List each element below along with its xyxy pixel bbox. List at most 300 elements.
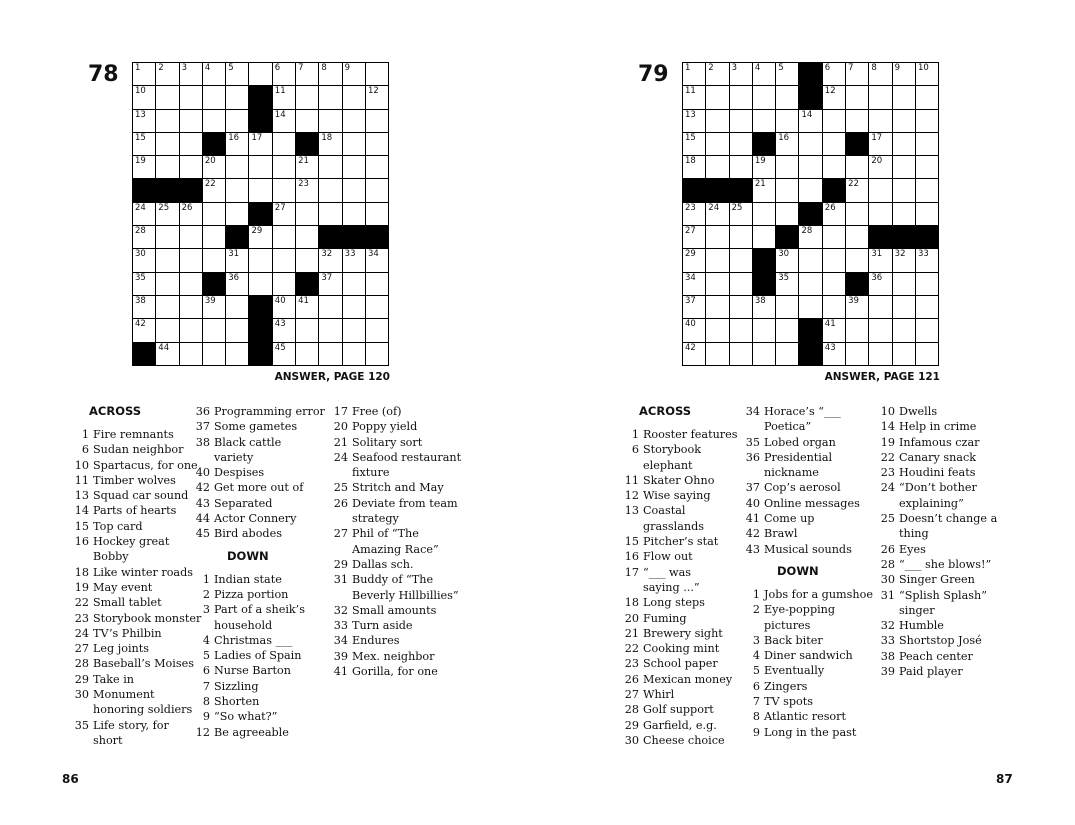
grid-cell[interactable] xyxy=(916,86,939,109)
grid-cell[interactable] xyxy=(273,63,296,86)
grid-cell[interactable] xyxy=(226,156,249,179)
clue xyxy=(62,702,202,717)
grid-cell[interactable] xyxy=(180,86,203,109)
grid-cell[interactable] xyxy=(846,249,869,272)
grid-cell[interactable] xyxy=(133,296,156,319)
grid-cell[interactable] xyxy=(319,63,342,86)
grid-cell[interactable] xyxy=(343,63,366,86)
clue-text: Brewery sight xyxy=(643,626,723,640)
grid-cell[interactable] xyxy=(180,249,203,272)
grid-cell[interactable] xyxy=(366,249,389,272)
grid-cell[interactable] xyxy=(366,156,389,179)
grid-cell[interactable] xyxy=(869,249,892,272)
grid-cell[interactable] xyxy=(273,179,296,202)
grid-cell[interactable] xyxy=(916,133,939,156)
grid-cell[interactable] xyxy=(203,319,226,342)
grid-cell[interactable] xyxy=(343,319,366,342)
grid-cell[interactable] xyxy=(706,133,729,156)
grid-cell[interactable] xyxy=(273,249,296,272)
grid-cell[interactable] xyxy=(776,179,799,202)
grid-cell[interactable] xyxy=(893,63,916,86)
grid-cell[interactable] xyxy=(799,156,822,179)
grid-cell[interactable] xyxy=(203,226,226,249)
grid-cell[interactable] xyxy=(343,273,366,296)
grid-cell[interactable] xyxy=(706,343,729,366)
grid-cell[interactable] xyxy=(319,110,342,133)
grid-cell[interactable] xyxy=(753,86,776,109)
grid-cell[interactable] xyxy=(296,319,319,342)
grid-cell[interactable] xyxy=(823,273,846,296)
grid-cell[interactable] xyxy=(753,63,776,86)
grid-cell[interactable] xyxy=(319,296,342,319)
grid-cell[interactable] xyxy=(730,156,753,179)
grid-cell[interactable] xyxy=(869,110,892,133)
cell-number: 29 xyxy=(251,226,263,237)
crossword-grid[interactable] xyxy=(132,62,389,366)
grid-cell[interactable] xyxy=(706,319,729,342)
clue-text: Long steps xyxy=(643,596,705,610)
grid-cell[interactable] xyxy=(916,319,939,342)
grid-cell[interactable] xyxy=(823,226,846,249)
grid-cell[interactable] xyxy=(823,319,846,342)
grid-cell[interactable] xyxy=(823,203,846,226)
grid-cell[interactable] xyxy=(893,203,916,226)
grid-cell[interactable] xyxy=(319,249,342,272)
clue-number xyxy=(868,603,899,618)
grid-cell[interactable] xyxy=(730,63,753,86)
clue xyxy=(183,618,333,633)
cell-number: 6 xyxy=(824,63,831,73)
grid-cell[interactable] xyxy=(249,63,272,86)
clue-number: 27 xyxy=(333,527,348,541)
grid-cell[interactable] xyxy=(226,179,249,202)
grid-cell[interactable] xyxy=(133,86,156,109)
grid-cell[interactable] xyxy=(343,110,366,133)
clue-text: Buddy of “The xyxy=(352,573,434,587)
grid-cell[interactable] xyxy=(180,203,203,226)
clue-text: Get more out of xyxy=(214,481,304,495)
grid-cell[interactable] xyxy=(753,110,776,133)
grid-cell[interactable] xyxy=(156,156,179,179)
grid-cell[interactable] xyxy=(730,86,753,109)
grid-cell[interactable] xyxy=(706,63,729,86)
grid-cell[interactable] xyxy=(180,133,203,156)
grid-cell[interactable] xyxy=(730,226,753,249)
grid-cell[interactable] xyxy=(776,273,799,296)
grid-cell[interactable] xyxy=(893,319,916,342)
grid-cell[interactable] xyxy=(683,63,706,86)
grid-cell[interactable] xyxy=(776,296,799,319)
grid-cell[interactable] xyxy=(273,133,296,156)
grid-cell[interactable] xyxy=(893,179,916,202)
grid-cell[interactable] xyxy=(683,296,706,319)
grid-cell[interactable] xyxy=(319,343,342,366)
grid-cell[interactable] xyxy=(706,110,729,133)
grid-cell[interactable] xyxy=(226,319,249,342)
grid-cell[interactable] xyxy=(706,203,729,226)
clue-number: 15 xyxy=(74,519,89,533)
grid-cell[interactable] xyxy=(846,296,869,319)
grid-cell[interactable] xyxy=(133,110,156,133)
grid-cell[interactable] xyxy=(273,273,296,296)
grid-cell[interactable] xyxy=(133,133,156,156)
grid-block xyxy=(799,319,822,342)
grid-cell[interactable] xyxy=(753,296,776,319)
grid-cell[interactable] xyxy=(846,110,869,133)
grid-cell[interactable] xyxy=(343,203,366,226)
grid-cell[interactable] xyxy=(203,203,226,226)
grid-cell[interactable] xyxy=(706,273,729,296)
grid-cell[interactable] xyxy=(343,86,366,109)
grid-cell[interactable] xyxy=(893,110,916,133)
grid-cell[interactable] xyxy=(846,203,869,226)
grid-cell[interactable] xyxy=(776,156,799,179)
grid-cell[interactable] xyxy=(869,273,892,296)
grid-cell[interactable] xyxy=(226,86,249,109)
grid-cell[interactable] xyxy=(893,273,916,296)
grid-cell[interactable] xyxy=(296,296,319,319)
grid-cell[interactable] xyxy=(753,179,776,202)
grid-cell[interactable] xyxy=(343,343,366,366)
grid-cell[interactable] xyxy=(846,343,869,366)
grid-cell[interactable] xyxy=(296,63,319,86)
clue xyxy=(183,633,333,648)
grid-cell[interactable] xyxy=(180,273,203,296)
grid-cell[interactable] xyxy=(180,343,203,366)
grid-cell[interactable] xyxy=(319,273,342,296)
clue xyxy=(183,663,333,678)
clue xyxy=(868,496,1018,511)
grid-cell[interactable] xyxy=(799,179,822,202)
crossword-grid[interactable] xyxy=(682,62,939,366)
grid-cell[interactable] xyxy=(156,63,179,86)
grid-cell[interactable] xyxy=(343,249,366,272)
grid-cell[interactable] xyxy=(203,63,226,86)
cell-number: 17 xyxy=(871,132,883,143)
grid-cell[interactable] xyxy=(366,319,389,342)
cell-number: 4 xyxy=(754,63,761,73)
grid-cell[interactable] xyxy=(683,249,706,272)
grid-cell[interactable] xyxy=(893,133,916,156)
grid-cell[interactable] xyxy=(366,273,389,296)
grid-cell[interactable] xyxy=(893,296,916,319)
grid-cell[interactable] xyxy=(366,203,389,226)
grid-cell[interactable] xyxy=(730,203,753,226)
grid-cell[interactable] xyxy=(226,296,249,319)
grid-cell[interactable] xyxy=(683,86,706,109)
grid-cell[interactable] xyxy=(180,110,203,133)
grid-cell[interactable] xyxy=(156,343,179,366)
grid-cell[interactable] xyxy=(753,319,776,342)
grid-cell[interactable] xyxy=(366,343,389,366)
grid-cell[interactable] xyxy=(753,343,776,366)
grid-cell[interactable] xyxy=(133,319,156,342)
grid-cell[interactable] xyxy=(730,249,753,272)
grid-cell[interactable] xyxy=(776,86,799,109)
grid-cell[interactable] xyxy=(180,319,203,342)
grid-cell[interactable] xyxy=(296,179,319,202)
clue-text: Musical sounds xyxy=(764,542,852,556)
cell-number: 12 xyxy=(367,86,379,97)
clue-number: 3 xyxy=(752,633,760,647)
grid-cell[interactable] xyxy=(133,249,156,272)
grid-cell[interactable] xyxy=(846,179,869,202)
grid-cell[interactable] xyxy=(776,110,799,133)
grid-cell[interactable] xyxy=(823,296,846,319)
grid-cell[interactable] xyxy=(226,63,249,86)
grid-cell[interactable] xyxy=(203,86,226,109)
grid-cell[interactable] xyxy=(683,156,706,179)
grid-cell[interactable] xyxy=(799,133,822,156)
puzzle-number: 79 xyxy=(638,62,669,87)
grid-cell[interactable] xyxy=(706,226,729,249)
grid-cell[interactable] xyxy=(273,203,296,226)
grid-cell[interactable] xyxy=(916,110,939,133)
clue xyxy=(62,488,202,503)
grid-cell[interactable] xyxy=(683,133,706,156)
grid-cell[interactable] xyxy=(319,203,342,226)
grid-cell[interactable] xyxy=(823,86,846,109)
grid-cell[interactable] xyxy=(753,226,776,249)
grid-cell[interactable] xyxy=(706,296,729,319)
grid-cell[interactable] xyxy=(706,156,729,179)
grid-cell[interactable] xyxy=(730,343,753,366)
clue-text: Turn aside xyxy=(352,619,413,633)
grid-cell[interactable] xyxy=(683,226,706,249)
grid-cell[interactable] xyxy=(823,110,846,133)
grid-cell[interactable] xyxy=(846,156,869,179)
grid-cell[interactable] xyxy=(823,249,846,272)
grid-cell[interactable] xyxy=(846,226,869,249)
grid-cell[interactable] xyxy=(343,179,366,202)
grid-cell[interactable] xyxy=(753,156,776,179)
grid-cell[interactable] xyxy=(366,86,389,109)
grid-cell[interactable] xyxy=(273,296,296,319)
grid-cell[interactable] xyxy=(296,226,319,249)
grid-cell[interactable] xyxy=(776,203,799,226)
grid-cell[interactable] xyxy=(156,110,179,133)
grid-cell[interactable] xyxy=(133,226,156,249)
grid-cell[interactable] xyxy=(916,156,939,179)
grid-cell[interactable] xyxy=(296,343,319,366)
grid-cell[interactable] xyxy=(249,179,272,202)
grid-cell[interactable] xyxy=(226,110,249,133)
clue xyxy=(62,595,202,610)
grid-cell[interactable] xyxy=(273,319,296,342)
cell-number: 38 xyxy=(135,295,146,306)
grid-cell[interactable] xyxy=(683,273,706,296)
grid-block xyxy=(706,179,729,202)
grid-cell[interactable] xyxy=(869,156,892,179)
clue-number: 40 xyxy=(195,466,210,480)
grid-cell[interactable] xyxy=(156,203,179,226)
grid-cell[interactable] xyxy=(133,203,156,226)
grid-cell[interactable] xyxy=(846,63,869,86)
grid-cell[interactable] xyxy=(226,249,249,272)
grid-cell[interactable] xyxy=(799,110,822,133)
grid-cell[interactable] xyxy=(343,133,366,156)
grid-cell[interactable] xyxy=(226,203,249,226)
clue xyxy=(183,419,333,434)
grid-cell[interactable] xyxy=(156,273,179,296)
clue-number: 40 xyxy=(745,496,760,510)
grid-cell[interactable] xyxy=(893,249,916,272)
grid-cell[interactable] xyxy=(156,319,179,342)
grid-cell[interactable] xyxy=(203,110,226,133)
grid-cell[interactable] xyxy=(776,249,799,272)
grid-cell[interactable] xyxy=(156,226,179,249)
grid-cell[interactable] xyxy=(249,133,272,156)
grid-cell[interactable] xyxy=(706,249,729,272)
grid-cell[interactable] xyxy=(916,343,939,366)
grid-cell[interactable] xyxy=(319,319,342,342)
grid-cell[interactable] xyxy=(133,63,156,86)
grid-cell[interactable] xyxy=(366,133,389,156)
grid-cell[interactable] xyxy=(226,273,249,296)
clue xyxy=(868,419,1018,434)
grid-cell[interactable] xyxy=(869,319,892,342)
grid-cell[interactable] xyxy=(203,296,226,319)
grid-cell[interactable] xyxy=(823,343,846,366)
grid-cell[interactable] xyxy=(366,179,389,202)
grid-cell[interactable] xyxy=(319,86,342,109)
clue xyxy=(733,419,883,434)
grid-cell[interactable] xyxy=(730,110,753,133)
grid-block xyxy=(296,133,319,156)
grid-cell[interactable] xyxy=(776,319,799,342)
grid-cell[interactable] xyxy=(296,203,319,226)
grid-cell[interactable] xyxy=(799,226,822,249)
grid-cell[interactable] xyxy=(823,133,846,156)
grid-cell[interactable] xyxy=(319,133,342,156)
grid-cell[interactable] xyxy=(869,133,892,156)
grid-cell[interactable] xyxy=(203,343,226,366)
grid-cell[interactable] xyxy=(753,203,776,226)
grid-block xyxy=(799,86,822,109)
grid-cell[interactable] xyxy=(203,249,226,272)
grid-cell[interactable] xyxy=(156,296,179,319)
clue-text: Life story, for xyxy=(93,718,169,732)
cell-number: 33 xyxy=(344,249,356,260)
grid-cell[interactable] xyxy=(916,296,939,319)
grid-cell[interactable] xyxy=(846,86,869,109)
grid-cell[interactable] xyxy=(343,156,366,179)
grid-cell[interactable] xyxy=(249,226,272,249)
clue xyxy=(733,618,883,633)
grid-cell[interactable] xyxy=(730,296,753,319)
grid-cell[interactable] xyxy=(776,133,799,156)
grid-cell[interactable] xyxy=(180,63,203,86)
cell-number: 17 xyxy=(251,132,263,143)
grid-cell[interactable] xyxy=(776,343,799,366)
grid-cell[interactable] xyxy=(893,156,916,179)
cell-number: 27 xyxy=(685,226,696,237)
grid-cell[interactable] xyxy=(156,249,179,272)
grid-cell[interactable] xyxy=(869,203,892,226)
grid-cell[interactable] xyxy=(273,156,296,179)
cell-number: 1 xyxy=(685,63,691,73)
grid-cell[interactable] xyxy=(683,319,706,342)
clue-text: Wise saying xyxy=(643,489,711,503)
grid-cell[interactable] xyxy=(869,296,892,319)
grid-cell[interactable] xyxy=(226,133,249,156)
grid-cell[interactable] xyxy=(133,156,156,179)
grid-cell[interactable] xyxy=(799,273,822,296)
grid-cell[interactable] xyxy=(249,249,272,272)
grid-cell[interactable] xyxy=(203,179,226,202)
grid-cell[interactable] xyxy=(296,110,319,133)
grid-cell[interactable] xyxy=(916,179,939,202)
grid-cell[interactable] xyxy=(366,63,389,86)
grid-cell[interactable] xyxy=(273,110,296,133)
grid-cell[interactable] xyxy=(273,343,296,366)
grid-cell[interactable] xyxy=(683,110,706,133)
grid-cell[interactable] xyxy=(893,343,916,366)
grid-cell[interactable] xyxy=(776,63,799,86)
grid-cell[interactable] xyxy=(730,133,753,156)
clue-column-3 xyxy=(321,404,471,679)
grid-cell[interactable] xyxy=(296,156,319,179)
grid-cell[interactable] xyxy=(799,249,822,272)
grid-cell[interactable] xyxy=(730,319,753,342)
grid-cell[interactable] xyxy=(249,273,272,296)
grid-cell[interactable] xyxy=(916,273,939,296)
grid-cell[interactable] xyxy=(180,226,203,249)
grid-cell[interactable] xyxy=(706,86,729,109)
grid-cell[interactable] xyxy=(156,133,179,156)
clue-number xyxy=(612,458,643,473)
grid-cell[interactable] xyxy=(823,63,846,86)
grid-cell[interactable] xyxy=(683,343,706,366)
grid-cell[interactable] xyxy=(893,86,916,109)
cell-number: 26 xyxy=(181,202,193,213)
grid-cell[interactable] xyxy=(683,203,706,226)
grid-cell[interactable] xyxy=(823,156,846,179)
grid-cell[interactable] xyxy=(846,319,869,342)
grid-cell[interactable] xyxy=(180,296,203,319)
grid-cell[interactable] xyxy=(869,179,892,202)
grid-cell[interactable] xyxy=(366,296,389,319)
grid-cell[interactable] xyxy=(869,343,892,366)
grid-cell[interactable] xyxy=(133,273,156,296)
grid-cell[interactable] xyxy=(273,226,296,249)
grid-cell[interactable] xyxy=(226,343,249,366)
grid-cell[interactable] xyxy=(343,296,366,319)
grid-cell[interactable] xyxy=(366,110,389,133)
grid-cell[interactable] xyxy=(296,249,319,272)
grid-cell[interactable] xyxy=(319,179,342,202)
cell-number: 6 xyxy=(274,63,281,73)
grid-cell[interactable] xyxy=(869,86,892,109)
grid-cell[interactable] xyxy=(296,86,319,109)
grid-cell[interactable] xyxy=(180,156,203,179)
grid-cell[interactable] xyxy=(916,63,939,86)
grid-cell[interactable] xyxy=(916,203,939,226)
grid-cell[interactable] xyxy=(273,86,296,109)
cell-number: 35 xyxy=(135,272,146,283)
grid-cell[interactable] xyxy=(156,86,179,109)
grid-cell[interactable] xyxy=(730,273,753,296)
grid-cell[interactable] xyxy=(249,156,272,179)
clue xyxy=(183,435,333,450)
clue-number: 38 xyxy=(880,649,895,663)
grid-cell[interactable] xyxy=(203,156,226,179)
grid-cell[interactable] xyxy=(319,156,342,179)
grid-cell[interactable] xyxy=(916,249,939,272)
grid-cell[interactable] xyxy=(799,296,822,319)
clue xyxy=(612,458,752,473)
grid-cell[interactable] xyxy=(869,63,892,86)
